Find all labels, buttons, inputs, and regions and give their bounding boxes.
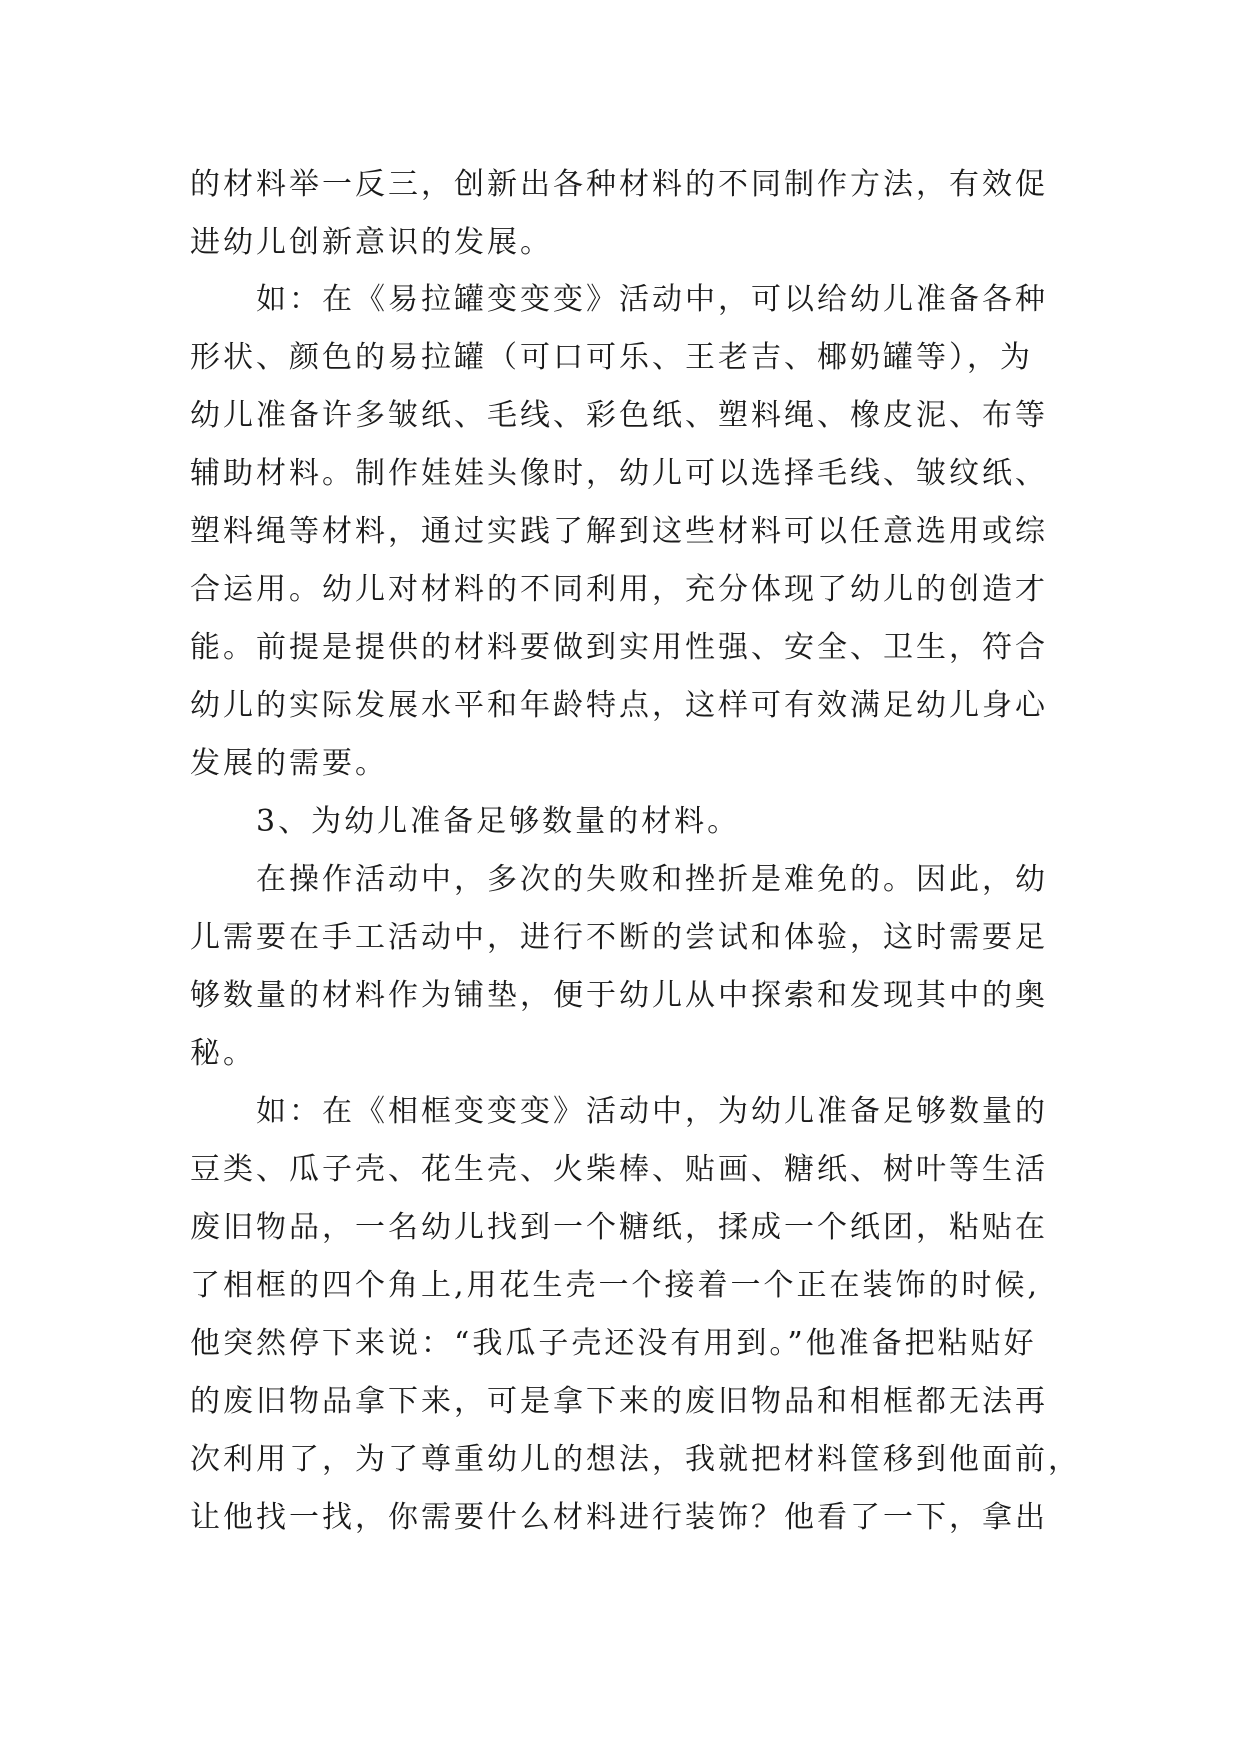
text-line: 形状、颜色的易拉罐（可口可乐、王老吉、椰奶罐等），为	[190, 340, 1033, 375]
text-line: 发展的需要。	[190, 746, 388, 781]
text-line: 合运用。幼儿对材料的不同利用，充分体现了幼儿的创造才	[190, 572, 1048, 607]
text-line: 儿需要在手工活动中，进行不断的尝试和体验，这时需要足	[190, 920, 1048, 955]
text-line: 如：在《易拉罐变变变》活动中，可以给幼儿准备各种	[190, 282, 1048, 317]
text-line: 他突然停下来说：“我瓜子壳还没有用到。”他准备把粘贴好	[190, 1326, 1037, 1361]
text-line: 在操作活动中，多次的失败和挫折是难免的。因此，幼	[190, 862, 1048, 897]
text-line: 幼儿的实际发展水平和年龄特点，这样可有效满足幼儿身心	[190, 688, 1048, 723]
text-line: 的材料举一反三，创新出各种材料的不同制作方法，有效促	[190, 167, 1048, 202]
text-line: 让他找一找，你需要什么材料进行装饰？他看了一下，拿出	[190, 1500, 1048, 1535]
text-line: 能。前提是提供的材料要做到实用性强、安全、卫生，符合	[190, 630, 1048, 665]
text-line: 辅助材料。制作娃娃头像时，幼儿可以选择毛线、皱纹纸、	[190, 456, 1048, 491]
text-line: 够数量的材料作为铺垫，便于幼儿从中探索和发现其中的奥	[190, 978, 1048, 1013]
text-line: 进幼儿创新意识的发展。	[190, 225, 553, 260]
text-line: 秘。	[190, 1036, 256, 1071]
text-line: 的废旧物品拿下来，可是拿下来的废旧物品和相框都无法再	[190, 1384, 1048, 1419]
section-heading: 3、为幼儿准备足够数量的材料。	[190, 804, 741, 839]
text-line: 豆类、瓜子壳、花生壳、火柴棒、贴画、糖纸、树叶等生活	[190, 1152, 1048, 1187]
text-line: 了相框的四个角上,用花生壳一个接着一个正在装饰的时候,	[190, 1268, 1041, 1303]
text-line: 塑料绳等材料，通过实践了解到这些材料可以任意选用或综	[190, 514, 1048, 549]
text-line: 幼儿准备许多皱纸、毛线、彩色纸、塑料绳、橡皮泥、布等	[190, 398, 1048, 433]
text-line: 废旧物品，一名幼儿找到一个糖纸，揉成一个纸团，粘贴在	[190, 1210, 1048, 1245]
text-line: 次利用了，为了尊重幼儿的想法，我就把材料筐移到他面前，	[190, 1442, 1081, 1477]
text-line: 如：在《相框变变变》活动中，为幼儿准备足够数量的	[190, 1094, 1048, 1129]
